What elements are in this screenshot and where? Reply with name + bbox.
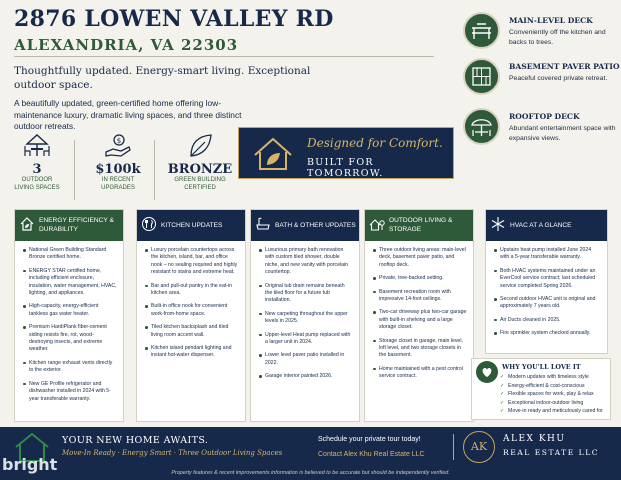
feature-desc: Abundant entertainment space with expansive views.: [509, 125, 616, 142]
card-list: [137, 241, 245, 360]
card-list: [251, 241, 359, 381]
card-outdoor-living: [364, 209, 474, 422]
why-love-it-box: [471, 358, 611, 420]
money-hand-icon: [103, 132, 133, 160]
card-kitchen-updates: [136, 209, 246, 422]
address-title: 2876 LOWEN VALLEY RD: [14, 6, 334, 32]
list-item: Original tub drain remains beneath the tiled floor for a future tub installation.: [259, 283, 353, 305]
umbrella-table-icon: [463, 108, 500, 145]
card-energy-efficiency: [14, 209, 124, 422]
card-title: BATH & OTHER UPDATES: [275, 222, 356, 229]
card-title: ENERGY EFFICIENCY & DURABILITY: [39, 217, 114, 233]
card-list: [365, 241, 473, 381]
stat-certification: [160, 132, 240, 192]
list-item: Both HVAC systems maintained under an EverCool service contract; last scheduled service completed Spring 2026.: [494, 268, 601, 290]
footer-subtitle: Move-In Ready · Energy Smart · Three Outdoor Living Spaces: [62, 449, 283, 457]
stat-label: OUTDOOR LIVING SPACES: [14, 177, 60, 191]
list-item: Luxurious primary bath renovation with custom tiled shower, double niche, and new vanity with porcelain countertop.: [259, 247, 353, 277]
list-item: Two-car driveway plus two-car garage with built-in shelving and a large storage closet.: [373, 309, 467, 331]
stat-divider: [74, 140, 75, 200]
list-item: Garage interior painted 2026.: [259, 373, 353, 380]
why-list: [500, 373, 603, 416]
list-item: Air Ducts cleaned in 2025.: [494, 317, 601, 324]
patio-icon: [463, 58, 500, 95]
list-item: Upstairs heat pump installed June 2024 with a 5-year transferable warranty.: [494, 247, 601, 262]
feature-title: MAIN-LEVEL DECK: [509, 16, 593, 25]
feature-title: ROOFTOP DECK: [509, 112, 580, 121]
list-item: ✓ Flexible spaces for work, play & relax: [500, 390, 603, 399]
list-item: Private, tree-backed setting.: [373, 275, 467, 282]
list-item: Lower level paver patio installed in 2022.: [259, 352, 353, 367]
list-item: Bar and pull-out pantry in the eat-in kitchen area.: [145, 283, 239, 298]
stat-upgrades: [88, 132, 148, 192]
feature-title: BASEMENT PAVER PATIO: [509, 62, 620, 71]
house-tree-icon: [369, 216, 385, 232]
card-title: OUTDOOR LIVING & STORAGE: [389, 217, 453, 233]
list-item: Storage closet in garage, main level, loft level, and two storage closets in the basement.: [373, 338, 467, 360]
intro-text: A beautifully updated, green-certified home offering low-maintenance luxury, dramatic living spaces, and three distinct outdoor retreats.: [14, 98, 242, 131]
stat-label: IN RECENT UPGRADES: [101, 177, 135, 191]
stat-value: $100k: [95, 162, 141, 177]
card-header: [486, 210, 607, 241]
list-item: Luxury porcelain countertops across the kitchen, island, bar, and office nook – no sealing required and highly resistant to stains and extreme heat.: [145, 247, 239, 277]
house-leaf-icon: [19, 216, 35, 232]
heart-house-icon: [476, 361, 498, 383]
brand-name: ALEX KHU: [503, 434, 566, 444]
list-item: ✓ Energy-efficient & cost-conscious: [500, 382, 603, 391]
svg-text:$: $: [116, 137, 122, 145]
card-header: [15, 210, 123, 241]
feature-desc: Conveniently off the kitchen and backs to trees.: [509, 29, 606, 46]
card-title: HVAC AT A GLANCE: [510, 222, 572, 229]
watermark: bright: [2, 455, 58, 474]
card-header: [251, 210, 359, 241]
contact-link[interactable]: Contact Alex Khu Real Estate LLC: [318, 451, 425, 458]
list-item: Tiled kitchen backsplash and tiled living room accent wall.: [145, 324, 239, 339]
leaf-icon: [185, 132, 215, 160]
brand-logo: AK: [463, 431, 495, 463]
snowflake-icon: [490, 216, 506, 232]
card-bath-updates: [250, 209, 360, 422]
list-item: ✓ Exceptional indoor-outdoor living: [500, 399, 603, 408]
card-header: [137, 210, 245, 241]
list-item: National Green Building Standard Bronze certified home.: [23, 247, 117, 262]
header-divider: [14, 56, 434, 57]
card-list: [15, 241, 123, 403]
footer-title: YOUR NEW HOME AWAITS.: [62, 435, 209, 446]
deck-icon: [463, 12, 500, 49]
list-item: Kitchen range exhaust vents directly to the exterior.: [23, 360, 117, 375]
list-item: ✓ Move-in ready and meticulously cared for: [500, 407, 603, 416]
list-item: Built-in office nook for convenient work-from-home space.: [145, 303, 239, 318]
feature-desc: Peaceful covered private retreat.: [509, 75, 608, 82]
list-item: Second outdoor HVAC unit is original and approximately 7 years old.: [494, 296, 601, 311]
stat-value: 3: [32, 162, 42, 177]
banner-line1: Designed for Comfort.: [307, 136, 443, 150]
card-list: [486, 241, 607, 338]
banner-line2: BUILT FOR TOMORROW.: [307, 157, 384, 179]
list-item: High-capacity, energy-efficient tankless gas water heater.: [23, 303, 117, 318]
house-leaf-icon: [249, 133, 299, 175]
footer: [0, 427, 621, 467]
comfort-banner: [238, 127, 454, 179]
card-title: KITCHEN UPDATES: [161, 222, 223, 229]
tagline: Thoughtfully updated. Energy-smart living. Exceptional outdoor space.: [14, 65, 311, 91]
list-item: Upper-level Heat pump replaced with a larger unit in 2024.: [259, 332, 353, 347]
list-item: Three outdoor living areas: main-level deck, basement paver patio, and rooftop deck.: [373, 247, 467, 269]
utensils-icon: [141, 216, 157, 232]
city-subtitle: ALEXANDRIA, VA 22303: [14, 36, 239, 54]
list-item: Premium HardiPlank fiber-cement siding resists fire, rot, wood-destroying insects, and extreme weather.: [23, 324, 117, 354]
card-hvac: [485, 209, 608, 354]
list-item: ENERGY STAR certified home, including efficient enclosure, insulation, water management, HVAC, lighting, and appliances.: [23, 268, 117, 298]
why-title: WHY YOU'LL LOVE IT: [502, 363, 581, 371]
list-item: Kitchen island pendant lighting and instant hot-water dispenser.: [145, 345, 239, 360]
stat-divider: [154, 140, 155, 200]
list-item: New carpeting throughout the upper levels in 2025.: [259, 311, 353, 326]
footer-cta: Schedule your private tour today!: [318, 436, 421, 443]
footer-divider: [453, 434, 454, 460]
disclaimer: Property features & recent improvements information is believed to be accurate but should be independently verified.: [0, 467, 621, 480]
stat-value: BRONZE: [167, 162, 233, 177]
list-item: Fire sprinkler system checked annually.: [494, 330, 601, 337]
brand-subname: REAL ESTATE LLC: [503, 448, 600, 457]
stat-outdoor-spaces: [12, 132, 62, 192]
list-item: New GE Profile refrigerator and dishwasher installed in 2024 with 5-year transferable warranty.: [23, 381, 117, 403]
outdoor-furniture-icon: [22, 132, 52, 160]
stat-label: GREEN BUILDING CERTIFIED: [174, 177, 226, 191]
list-item: Basement recreation room with impressive 14-foot ceilings.: [373, 289, 467, 304]
list-item: ✓ Modern updates with timeless style: [500, 373, 603, 382]
bath-icon: [255, 216, 271, 232]
card-header: [365, 210, 473, 241]
list-item: Home maintained with a pest control service contract.: [373, 366, 467, 381]
